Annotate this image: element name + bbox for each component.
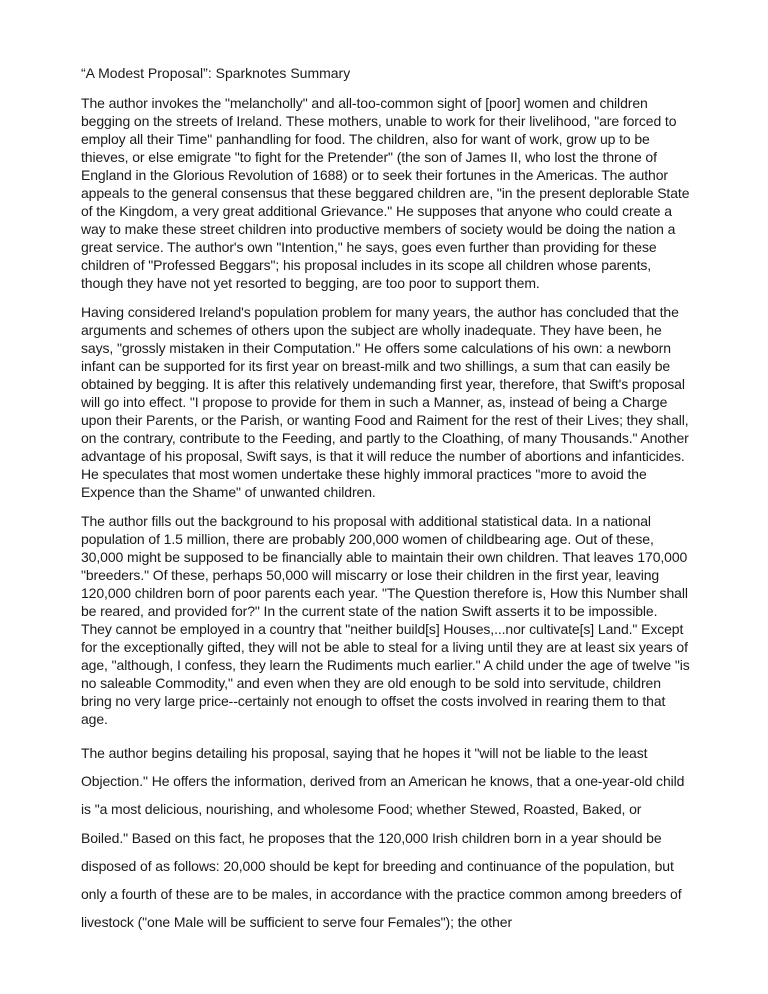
document-title: “A Modest Proposal”: Sparknotes Summary <box>81 65 351 81</box>
document-body <box>81 64 691 947</box>
paragraph-3: The author fills out the background to his proposal with additional statistical data. In a national population of 1.5 million, there are probably 200,000 women of childbearing age. Out of these, 30,000 might be supposed to be financially able to maintain their own children. That leaves 170,000 "breeders." Of these, perhaps 50,000 will miscarry or lose their children in the first year, leaving 120,000 children born of poor parents each year. "The Question therefore is, How this Number shall be reared, and provided for?" In the current state of the nation Swift asserts it to be impossible. They cannot be employed in a country that "neither build[s] Houses,...nor cultivate[s] Land." Except for the exceptionally gifted, they will not be able to steal for a living until they are at least six years of age, "although, I confess, they learn the Rudiments much earlier." A child under the age of twelve "is no saleable Commodity," and even when they are old enough to be sold into servitude, children bring no very large price--certainly not enough to offset the costs involved in rearing them to that age. <box>81 513 690 727</box>
paragraph-2: Having considered Ireland's population problem for many years, the author has concluded that the arguments and schemes of others upon the subject are wholly inadequate. They have been, he says, "grossly mistaken in their Computation." He offers some calculations of his own: a newborn infant can be supported for its first year on breast-milk and two shillings, a sum that can easily be obtained by begging. It is after this relatively undemanding first year, therefore, that Swift's proposal will go into effect. "I propose to provide for them in such a Manner, as, instead of being a Charge upon their Parents, or the Parish, or wanting Food and Raiment for the rest of their Lives; they shall, on the contrary, contribute to the Feeding, and partly to the Cloathing, of many Thousands." Another advantage of his proposal, Swift says, is that it will reduce the number of abortions and infanticides. He speculates that most women undertake these highly immoral practices "more to avoid the Expence than the Shame" of unwanted children. <box>81 304 689 500</box>
paragraph-1: The author invokes the "melancholly" and all-too-common sight of [poor] women and children begging on the streets of Ireland. These mothers, unable to work for their livelihood, "are forced to employ all their Time" panhandling for food. The children, also for want of work, grow up to be thieves, or else emigrate "to fight for the Pretender" (the son of James II, who lost the throne of England in the Glorious Revolution of 1688) or to seek their fortunes in the Americas. The author appeals to the general consensus that these beggared children are, "in the present deplorable State of the Kingdom, a very great additional Grievance." He supposes that anyone who could create a way to make these street children into productive members of society would be doing the nation a great service. The author's own "Intention," he says, goes even further than providing for these children of "Professed Beggars"; his proposal includes in its scope all children whose parents, though they have not yet resorted to begging, are too poor to support them. <box>81 95 690 291</box>
paragraph-4: The author begins detailing his proposal, saying that he hopes it "will not be liable to the least Objection." He offers the information, derived from an American he knows, that a one-year-old child is "a most delicious, nourishing, and wholesome Food; whether Stewed, Roasted, Baked, or Boiled." Based on this fact, he proposes that the 120,000 Irish children born in a year should be disposed of as follows: 20,000 should be kept for breeding and continuance of the population, but only a fourth of these are to be males, in accordance with the practice common among breeders of livestock ("one Male will be sufficient to serve four Females"); the other <box>81 745 685 931</box>
